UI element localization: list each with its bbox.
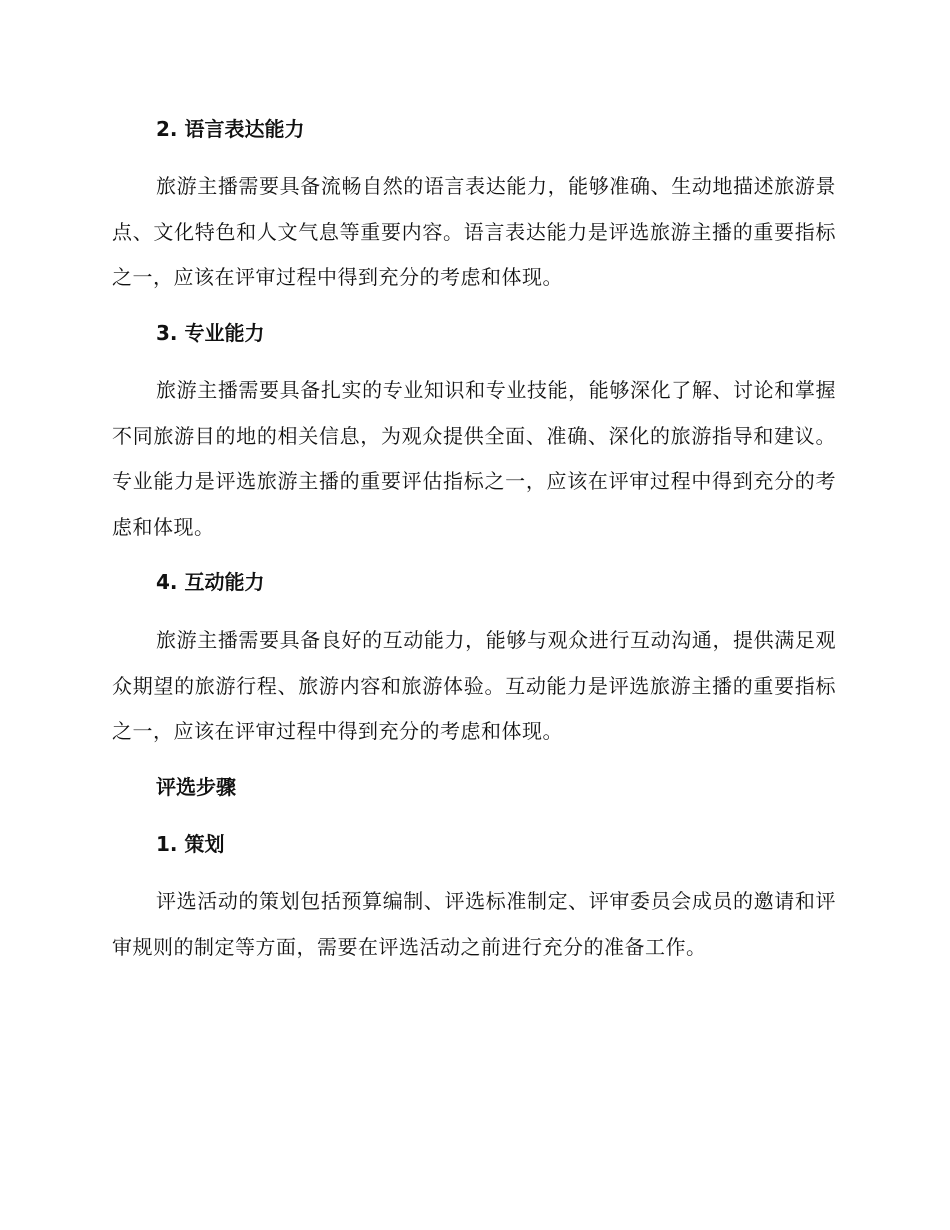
section-heading-language: 2. 语言表达能力: [156, 117, 305, 141]
section-heading-professional: 3. 专业能力: [156, 321, 265, 345]
paragraph-interaction: 旅游主播需要具备良好的互动能力，能够与观众进行互动沟通，提供满足观众期望的旅游行程、旅游内容和旅游体验。互动能力是评选旅游主播的重要指标之一，应该在评审过程中得到充分的考虑和体现。: [112, 628, 836, 743]
paragraph-language: 旅游主播需要具备流畅自然的语言表达能力，能够准确、生动地描述旅游景点、文化特色和人文气息等重要内容。语言表达能力是评选旅游主播的重要指标之一，应该在评审过程中得到充分的考虑和体现。: [112, 174, 836, 289]
steps-title: 评选步骤: [156, 775, 236, 799]
step-heading-planning: 1. 策划: [156, 832, 225, 856]
paragraph-planning: 评选活动的策划包括预算编制、评选标准制定、评审委员会成员的邀请和评审规则的制定等方面，需要在评选活动之前进行充分的准备工作。: [112, 889, 836, 959]
section-heading-interaction: 4. 互动能力: [156, 570, 265, 594]
paragraph-professional: 旅游主播需要具备扎实的专业知识和专业技能，能够深化了解、讨论和掌握不同旅游目的地的相关信息，为观众提供全面、准确、深化的旅游指导和建议。专业能力是评选旅游主播的重要评估指标之一，应该在评审过程中得到充分的考虑和体现。: [112, 378, 836, 539]
